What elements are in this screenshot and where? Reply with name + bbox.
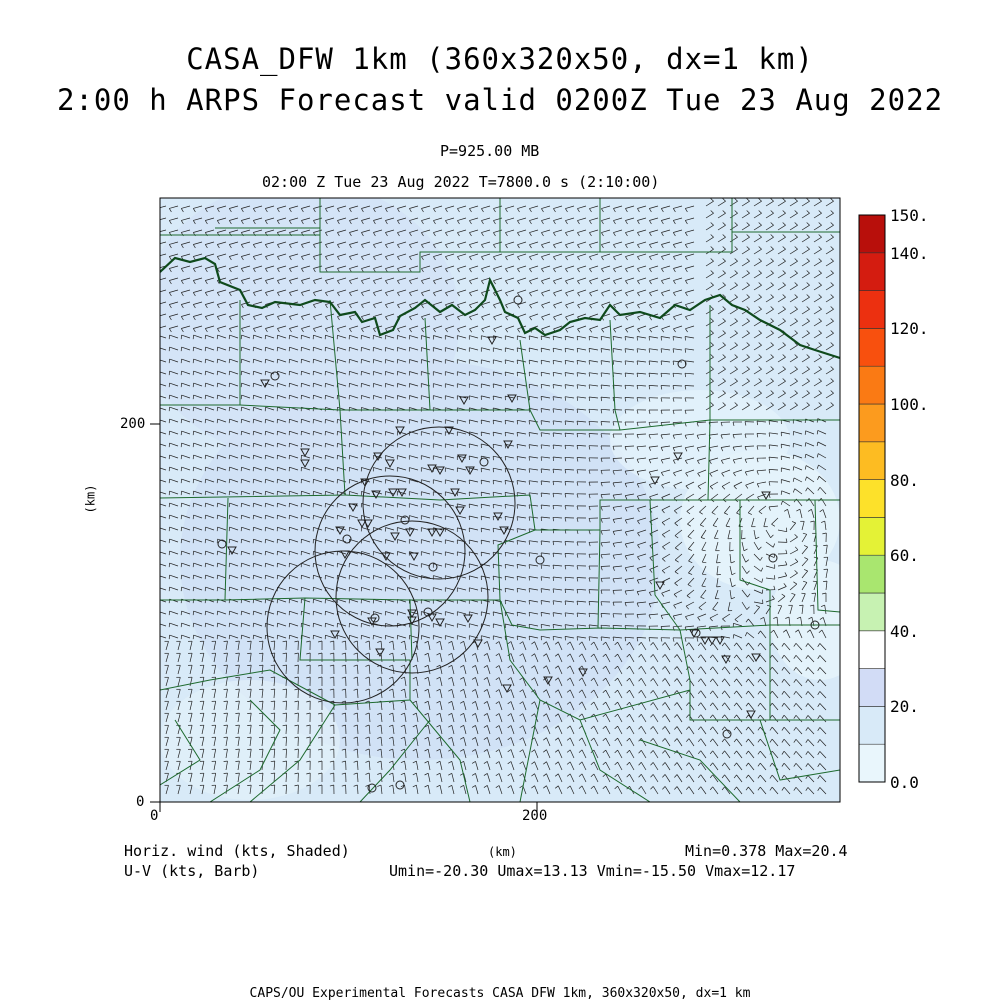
wind-barb-flag <box>157 268 159 272</box>
pressure-level-label: P=925.00 MB <box>440 142 539 160</box>
wind-barb-shaft <box>601 566 610 567</box>
plot-subtitle: 2:00 h ARPS Forecast valid 0200Z Tue 23 Aug 2022 <box>0 83 1000 117</box>
wind-barb-flag <box>793 467 794 471</box>
wind-barb-flag <box>541 493 542 497</box>
wind-barb-flag <box>714 538 718 539</box>
wind-barb-flag <box>625 361 626 365</box>
plot-title: CASA_DFW 1km (360x320x50, dx=1 km) <box>0 42 1000 76</box>
wind-barb-flag <box>577 613 578 617</box>
wind-barb-shaft <box>661 386 670 387</box>
wind-barb-flag <box>553 601 554 605</box>
wind-barb-flag <box>541 469 542 473</box>
wind-barb-flag <box>817 419 818 423</box>
wind-barb-flag <box>601 637 602 641</box>
wind-barb-flag <box>577 385 578 389</box>
wind-barb-flag <box>685 349 686 353</box>
wind-barb-shaft <box>589 434 598 435</box>
wind-barb-flag <box>774 575 775 579</box>
wind-barb-flag <box>613 361 614 365</box>
wind-barb-flag <box>541 481 542 485</box>
wind-barb-flag <box>601 385 602 389</box>
wind-barb-flag <box>799 605 803 606</box>
wind-barb-shaft <box>733 434 742 435</box>
wind-barb-shaft <box>625 602 634 603</box>
valid-time-label: 02:00 Z Tue 23 Aug 2022 T=7800.0 s (2:10:00) <box>262 173 659 191</box>
wind-barb-flag <box>553 445 554 449</box>
wind-barb-flag <box>733 635 734 639</box>
wind-barb-flag <box>769 433 770 437</box>
wind-barb-shaft <box>565 494 574 495</box>
wind-barb-flag <box>717 574 721 575</box>
wind-barb-flag <box>565 397 566 401</box>
wind-barb-flag <box>565 613 566 617</box>
wind-barb-flag <box>565 409 566 413</box>
wind-barb-flag <box>529 505 530 509</box>
wind-barb-flag <box>541 457 542 461</box>
wind-barb-flag <box>247 725 251 726</box>
wind-barb-flag <box>157 293 159 296</box>
wind-barb-flag <box>157 305 159 308</box>
wind-barb-flag <box>553 421 554 425</box>
wind-barb-flag <box>813 545 817 546</box>
wind-barb-flag <box>589 373 590 377</box>
wind-barb-flag <box>529 517 530 521</box>
wind-barb-shaft <box>637 614 646 615</box>
wind-barb-flag <box>157 317 159 320</box>
wind-barb-flag <box>637 349 638 353</box>
wind-barb-shaft <box>637 434 646 435</box>
wind-barb-flag <box>762 590 763 594</box>
wind-barb-shaft <box>601 422 610 423</box>
wind-barb-flag <box>565 421 566 425</box>
wind-barb-flag <box>553 589 554 593</box>
wind-barb-flag <box>649 361 650 365</box>
wind-barb-flag <box>805 443 806 447</box>
wind-barb-flag <box>565 601 566 605</box>
wind-barb-flag <box>661 349 662 353</box>
wind-barb-flag <box>661 361 662 365</box>
wind-barb-flag <box>673 349 674 353</box>
wind-barb-flag <box>577 409 578 413</box>
wind-barb-shaft <box>565 542 574 543</box>
wind-barb-flag <box>247 641 251 642</box>
wind-barb-flag <box>529 481 530 485</box>
wind-barb-flag <box>553 577 554 581</box>
wind-barb-shaft <box>745 446 754 447</box>
wind-barb-flag <box>157 232 159 236</box>
wind-barb-flag <box>529 469 530 473</box>
wind-barb-flag <box>577 397 578 401</box>
wind-barb-shaft <box>601 482 610 483</box>
wind-barb-shaft <box>661 422 670 423</box>
wind-barb-flag <box>541 541 542 545</box>
wind-barb-shaft <box>673 386 682 387</box>
wind-barb-flag <box>589 637 590 641</box>
wind-barb-shaft <box>625 446 634 447</box>
wind-barb-flag <box>157 281 159 284</box>
wind-barb-flag <box>247 677 251 678</box>
wind-barb-flag <box>529 541 530 545</box>
wind-barb-flag <box>601 373 602 377</box>
wind-barb-shaft <box>577 578 586 579</box>
wind-barb-flag <box>247 713 251 714</box>
wind-barb-flag <box>823 545 827 546</box>
wind-barb-shaft <box>565 482 574 483</box>
wind-barb-flag <box>541 433 542 437</box>
wind-barb-flag <box>157 220 159 224</box>
wind-barb-flag <box>247 653 251 654</box>
wind-barb-flag <box>541 577 542 581</box>
wind-barb-shaft <box>577 458 586 459</box>
wind-barb-shaft <box>685 386 694 387</box>
wind-barb-flag <box>529 553 530 557</box>
wind-barb-flag <box>823 581 827 582</box>
wind-barb-flag <box>247 665 251 666</box>
wind-barb-flag <box>769 445 770 449</box>
wind-barb-flag <box>541 565 542 569</box>
wind-barb-shaft <box>613 410 622 411</box>
wind-barb-shaft <box>613 458 622 459</box>
wind-barb-flag <box>649 349 650 353</box>
wind-barb-shaft <box>661 626 670 627</box>
wind-barb-flag <box>589 385 590 389</box>
wind-barb-flag <box>577 625 578 629</box>
wind-barb-flag <box>541 445 542 449</box>
wind-barb-flag <box>553 433 554 437</box>
wind-barb-flag <box>157 244 159 248</box>
wind-barb-flag <box>637 361 638 365</box>
wind-barb-flag <box>157 329 159 332</box>
wind-barb-flag <box>247 689 251 690</box>
wind-barb-flag <box>673 361 674 365</box>
wind-barb-flag <box>157 208 159 212</box>
wind-barb-flag <box>157 256 159 260</box>
